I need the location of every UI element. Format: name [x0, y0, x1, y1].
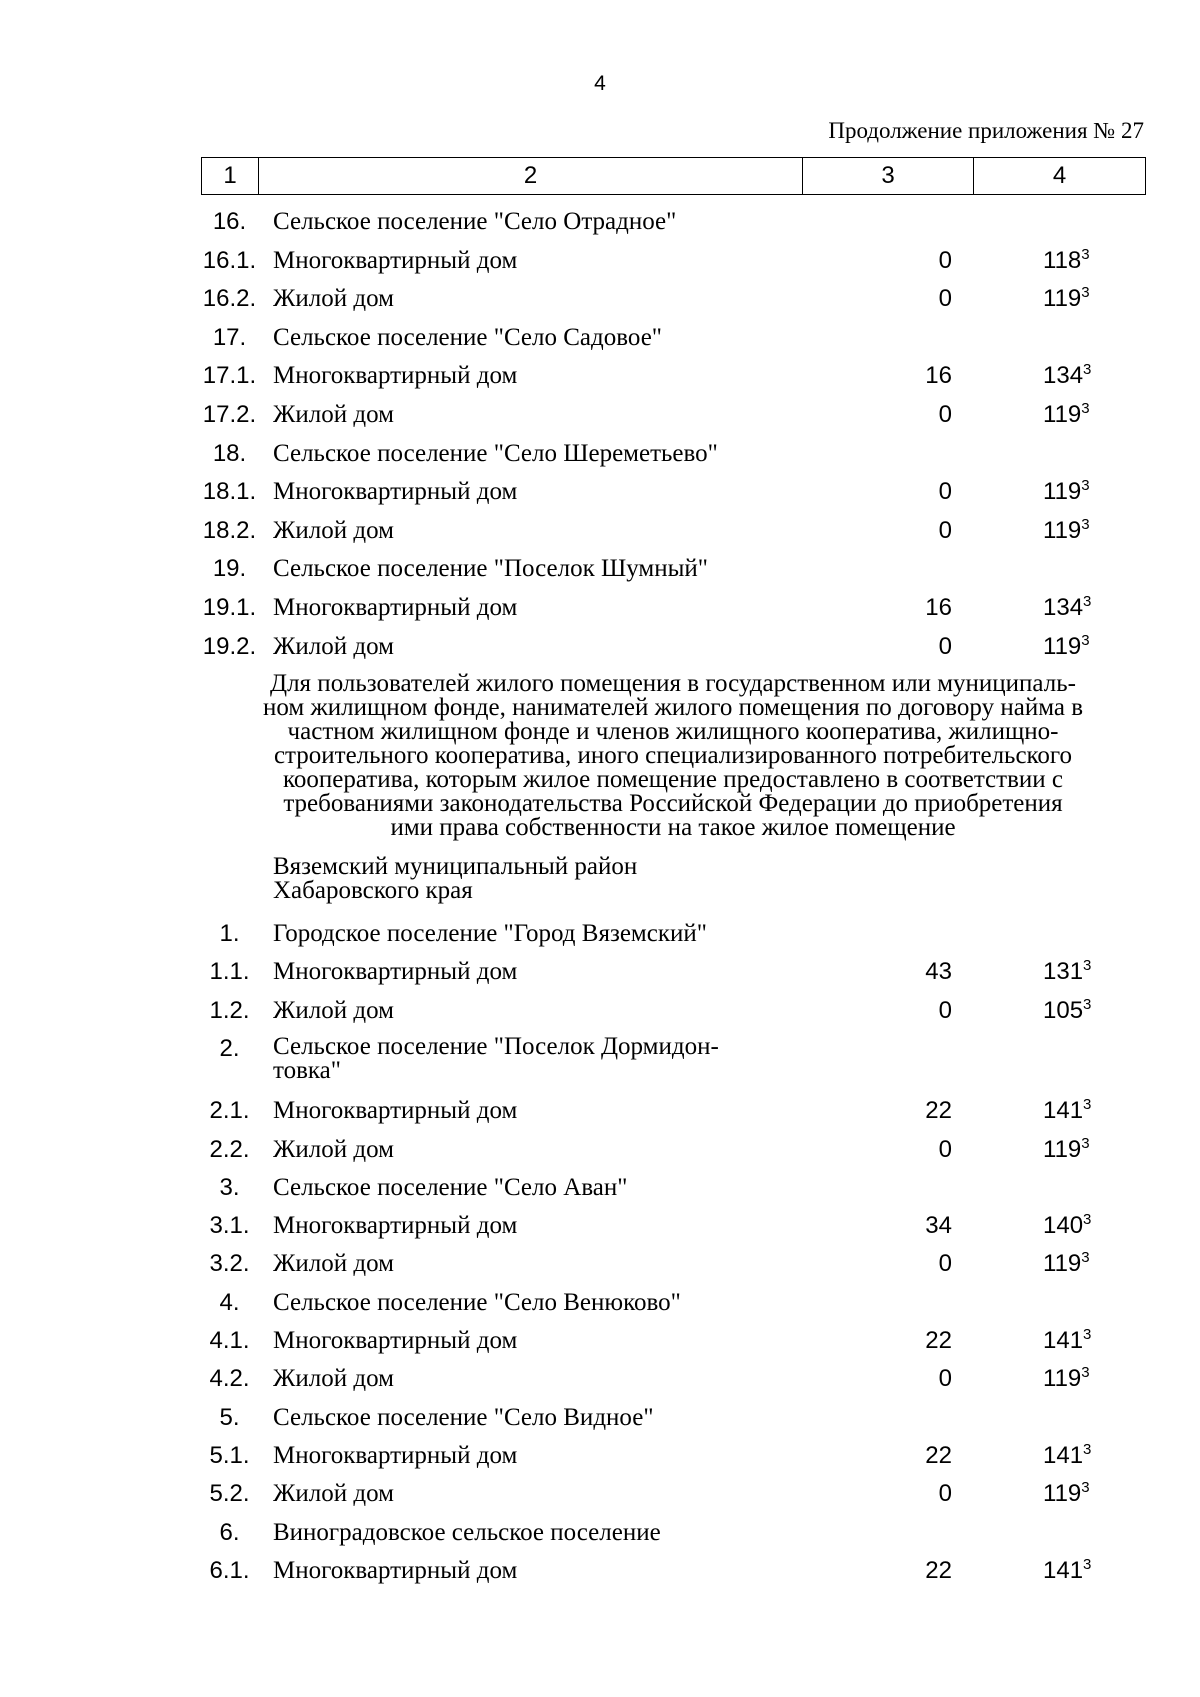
row-number: 19.1.	[202, 594, 257, 621]
footnote-marker: 3	[1081, 477, 1090, 495]
row-name: Жилой дом	[273, 1480, 394, 1508]
column-header-2: 2	[259, 158, 803, 195]
settlement-row	[0, 1514, 1200, 1552]
row-name: Сельское поселение "Село Отрадное"	[273, 208, 677, 235]
footnote-marker: 3	[1083, 1211, 1092, 1229]
column-3-value: 22	[925, 1327, 952, 1354]
row-name: Сельское поселение "Село Садовое"	[273, 323, 662, 351]
housing-type-row	[0, 396, 1200, 434]
section-heading	[203, 672, 1143, 840]
settlement-row	[0, 203, 1200, 241]
row-number: 2.1.	[209, 1097, 250, 1125]
row-name: Многоквартирный дом	[273, 594, 518, 621]
column-4-value	[1043, 478, 1090, 506]
section-heading-line: ном жилищном фонде, нанимателей жилого помещения по договору найма в	[262, 694, 1084, 721]
column-4-number: 134	[1043, 362, 1084, 390]
row-name: Жилой дом	[273, 996, 394, 1024]
row-number: 18.	[212, 439, 247, 467]
column-4-value	[1043, 1480, 1090, 1508]
row-name: Городское поселение "Город Вяземский"	[273, 920, 707, 947]
column-3-value: 22	[925, 1097, 952, 1125]
district-title	[273, 855, 637, 903]
row-number: 19.2.	[202, 632, 257, 660]
settlement-row	[0, 1399, 1200, 1437]
row-number: 5.	[219, 1403, 240, 1431]
row-number: 19.	[212, 555, 247, 583]
housing-type-row	[0, 357, 1200, 395]
row-name: Жилой дом	[273, 632, 394, 660]
footnote-marker: 3	[1081, 1134, 1090, 1152]
row-name: Многоквартирный дом	[273, 1097, 518, 1125]
row-name: Жилой дом	[273, 1135, 394, 1163]
row-number: 16.	[212, 208, 247, 235]
column-3-value: 43	[925, 958, 952, 986]
column-4-value	[1043, 1327, 1091, 1355]
column-3-value: 0	[938, 516, 952, 544]
row-name: Многоквартирный дом	[273, 1556, 518, 1584]
column-4-number: 141	[1043, 1327, 1084, 1354]
row-number: 4.2.	[209, 1365, 250, 1393]
row-number: 6.	[219, 1518, 240, 1546]
column-3-value: 0	[938, 632, 952, 660]
housing-type-row	[0, 1245, 1200, 1283]
housing-type-row	[0, 1552, 1200, 1590]
section-heading-line: кооператива, которым жилое помещение предоставлено в соответствии с	[283, 766, 1063, 793]
column-4-value	[1043, 1365, 1090, 1393]
column-3-value: 0	[938, 1365, 952, 1393]
settlement-row	[0, 915, 1200, 953]
footnote-marker: 3	[1083, 1326, 1092, 1343]
column-3-value: 0	[938, 996, 952, 1024]
row-number: 3.2.	[209, 1250, 250, 1278]
housing-type-row	[0, 473, 1200, 511]
section-heading-line: требованиями законодательства Российской Федерации до приобретения	[283, 790, 1063, 817]
column-4-value	[1043, 1136, 1090, 1164]
column-3-value: 0	[938, 1250, 952, 1278]
row-number: 2.	[219, 1034, 240, 1062]
section-heading-line: строительного кооператива, иного специализированного потребительского	[273, 742, 1073, 769]
column-4-number: 141	[1043, 1441, 1084, 1469]
column-4-value	[1043, 594, 1091, 622]
housing-type-row	[0, 1092, 1200, 1130]
row-name: Многоквартирный дом	[273, 958, 518, 986]
row-name: Сельское поселение "Поселок Дормидон- товка"	[273, 1032, 719, 1084]
row-number: 18.1.	[202, 478, 257, 506]
page-number: 4	[594, 72, 606, 95]
housing-type-row	[0, 628, 1200, 666]
column-4-number: 119	[1043, 478, 1082, 506]
column-3-value: 0	[938, 1135, 952, 1163]
column-4-number: 140	[1043, 1212, 1084, 1240]
column-4-number: 119	[1043, 632, 1082, 660]
footnote-marker: 3	[1083, 1555, 1092, 1573]
housing-type-row	[0, 280, 1200, 318]
column-4-value	[1043, 517, 1090, 545]
column-4-value	[1043, 1250, 1090, 1278]
row-name: Жилой дом	[273, 516, 394, 544]
footnote-marker: 3	[1083, 593, 1092, 610]
column-4-number: 119	[1043, 516, 1082, 544]
column-3-value: 16	[925, 594, 952, 621]
row-number: 3.	[219, 1173, 240, 1201]
column-4-number: 141	[1043, 1556, 1084, 1584]
footnote-marker: 3	[1083, 361, 1092, 379]
row-number: 3.1.	[209, 1212, 250, 1240]
housing-type-row	[0, 992, 1200, 1030]
row-name: Многоквартирный дом	[273, 1212, 518, 1240]
row-name: Сельское поселение "Село Шереметьево"	[273, 439, 718, 467]
row-name: Сельское поселение "Село Аван"	[273, 1173, 628, 1201]
column-3-value: 22	[925, 1556, 952, 1584]
row-number: 18.2.	[202, 516, 257, 544]
column-3-value: 0	[938, 401, 952, 428]
column-3-value: 0	[938, 478, 952, 506]
row-number: 1.1.	[209, 958, 250, 986]
row-number: 5.1.	[209, 1441, 250, 1469]
column-4-number: 119	[1043, 401, 1082, 428]
column-4-number: 118	[1043, 246, 1082, 274]
housing-type-row	[0, 953, 1200, 991]
appendix-continuation-note: Продолжение приложения № 27	[828, 118, 1144, 143]
row-number: 17.	[212, 323, 247, 351]
settlement-row	[0, 550, 1200, 588]
district-title-line: Вяземский муниципальный район	[273, 853, 638, 880]
column-3-value: 0	[938, 1480, 952, 1508]
column-4-value	[1043, 285, 1090, 313]
column-4-value	[1043, 1212, 1091, 1240]
column-4-number: 119	[1043, 1480, 1082, 1508]
row-number: 16.1.	[202, 246, 257, 274]
column-header-3: 3	[803, 158, 974, 195]
row-number: 4.	[219, 1288, 240, 1316]
column-header-table	[201, 157, 1146, 195]
footnote-marker: 3	[1083, 995, 1092, 1013]
column-4-number: 131	[1043, 958, 1084, 986]
housing-type-row	[0, 1207, 1200, 1245]
footnote-marker: 3	[1081, 631, 1090, 649]
footnote-marker: 3	[1081, 1249, 1090, 1267]
row-name: Многоквартирный дом	[273, 362, 518, 390]
column-4-number: 119	[1043, 1250, 1082, 1278]
row-number: 6.1.	[209, 1556, 250, 1584]
column-4-number: 105	[1043, 996, 1084, 1024]
column-4-value	[1043, 1557, 1091, 1585]
column-4-value	[1043, 1442, 1091, 1470]
section-heading-line: Для пользователей жилого помещения в государственном или муниципаль-	[270, 670, 1076, 697]
column-4-number: 141	[1043, 1097, 1084, 1125]
settlement-row	[0, 319, 1200, 357]
housing-type-row	[0, 1131, 1200, 1169]
row-number: 2.2.	[209, 1135, 250, 1163]
column-4-value	[1043, 362, 1091, 390]
column-4-value	[1043, 997, 1091, 1025]
column-4-value	[1043, 247, 1090, 275]
housing-type-row	[0, 512, 1200, 550]
column-4-value	[1043, 401, 1090, 429]
row-name: Сельское поселение "Село Венюково"	[273, 1288, 681, 1316]
row-name: Виноградовское сельское поселение	[273, 1518, 661, 1546]
column-4-value	[1043, 633, 1090, 661]
footnote-marker: 3	[1081, 515, 1090, 533]
footnote-marker: 3	[1081, 400, 1090, 417]
row-number: 17.2.	[202, 401, 257, 428]
housing-type-row	[0, 242, 1200, 280]
settlement-row	[0, 1030, 1200, 1084]
column-header-4: 4	[974, 158, 1146, 195]
row-number: 4.1.	[209, 1327, 250, 1354]
section-heading-line: частном жилищном фонде и членов жилищного кооператива, жилищно-	[287, 718, 1059, 745]
settlement-row	[0, 435, 1200, 473]
settlement-row	[0, 1169, 1200, 1207]
row-name: Жилой дом	[273, 1365, 394, 1393]
district-title-line: Хабаровского края	[273, 877, 473, 904]
footnote-marker: 3	[1083, 1096, 1092, 1114]
row-number: 5.2.	[209, 1480, 250, 1508]
settlement-row	[0, 1284, 1200, 1322]
footnote-marker: 3	[1081, 245, 1090, 263]
housing-type-row	[0, 1360, 1200, 1398]
housing-type-row	[0, 1322, 1200, 1360]
housing-type-row	[0, 1475, 1200, 1513]
footnote-marker: 3	[1083, 1440, 1092, 1458]
housing-type-row	[0, 589, 1200, 627]
row-name: Сельское поселение "Поселок Шумный"	[273, 555, 708, 583]
column-4-number: 119	[1043, 1365, 1082, 1393]
column-3-value: 22	[925, 1441, 952, 1469]
row-name: Жилой дом	[273, 1250, 394, 1278]
footnote-marker: 3	[1081, 1479, 1090, 1497]
column-3-value: 34	[925, 1212, 952, 1240]
row-number: 17.1.	[202, 362, 257, 390]
housing-type-row	[0, 1437, 1200, 1475]
column-4-number: 134	[1043, 594, 1084, 621]
row-name: Жилой дом	[273, 285, 394, 313]
column-3-value: 0	[938, 246, 952, 274]
footnote-marker: 3	[1081, 284, 1090, 302]
column-3-value: 16	[925, 362, 952, 390]
row-name: Сельское поселение "Село Видное"	[273, 1403, 654, 1431]
section-heading-line: ими права собственности на такое жилое помещение	[390, 814, 956, 841]
column-4-value	[1043, 958, 1091, 986]
row-name: Многоквартирный дом	[273, 246, 518, 274]
column-4-value	[1043, 1097, 1091, 1125]
column-3-value: 0	[938, 285, 952, 313]
footnote-marker: 3	[1081, 1364, 1090, 1382]
row-name: Многоквартирный дом	[273, 1327, 518, 1354]
column-header-1: 1	[202, 158, 259, 195]
column-4-number: 119	[1043, 285, 1082, 313]
footnote-marker: 3	[1083, 957, 1092, 975]
row-name: Многоквартирный дом	[273, 1441, 518, 1469]
column-4-number: 119	[1043, 1135, 1082, 1163]
row-name: Жилой дом	[273, 401, 394, 428]
row-name: Многоквартирный дом	[273, 478, 518, 506]
row-number: 16.2.	[202, 285, 257, 313]
row-number: 1.2.	[209, 996, 250, 1024]
row-number: 1.	[219, 920, 240, 947]
